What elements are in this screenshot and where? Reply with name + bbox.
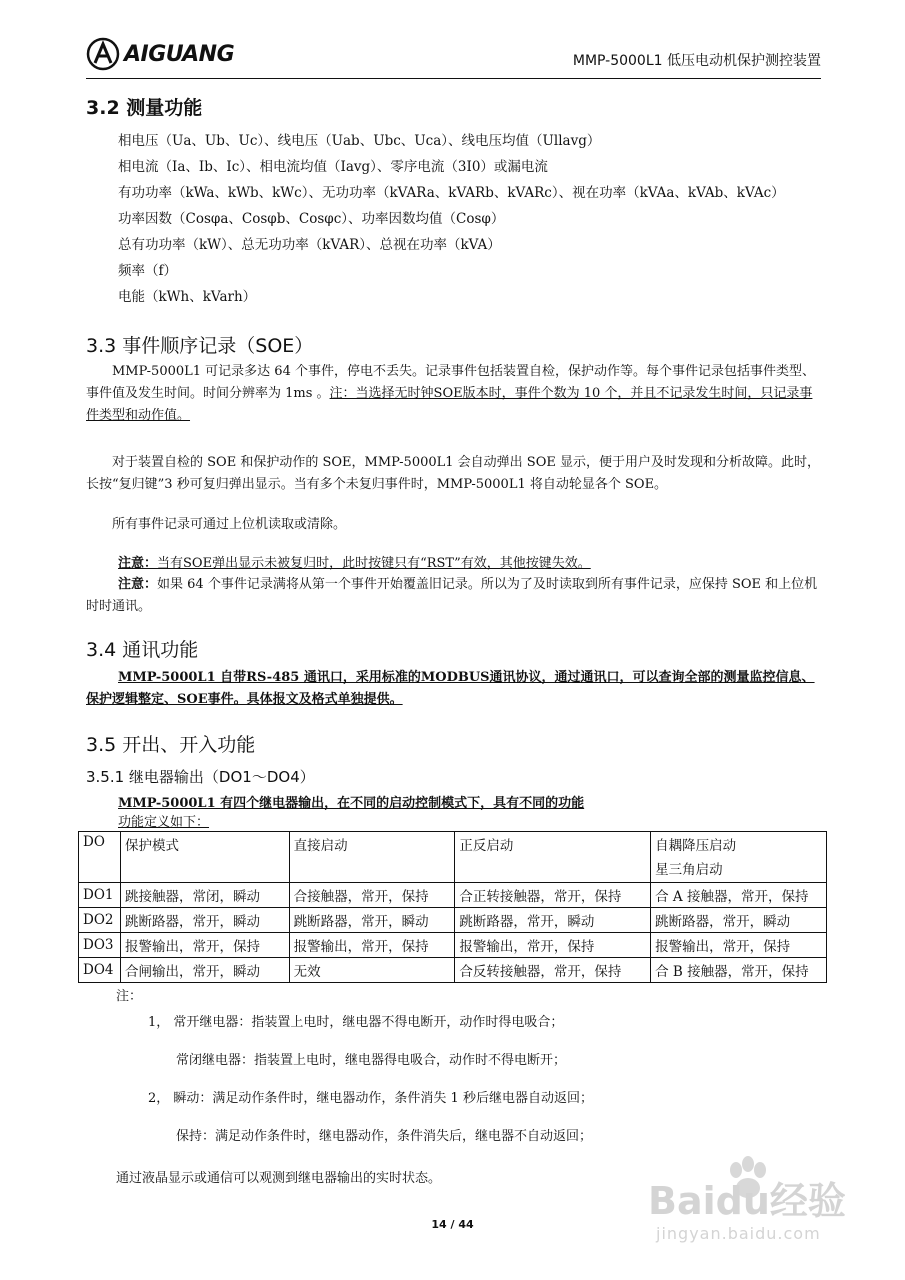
aiguang-emblem-icon [86, 37, 120, 71]
note-text: 如果 64 个事件记录满将从第一个事件开始覆盖旧记录。所以为了及时读取到所有事件记录，应保持 SOE 和上位机时时通讯。 [86, 577, 818, 614]
table-cell: 报警输出，常开，保持 [289, 933, 455, 958]
notes-label: 注： [116, 989, 143, 1004]
section-3-4-title: 3.4 通讯功能 [86, 639, 199, 661]
relay-output-table [78, 831, 827, 983]
relay-note: 1， 常开继电器：指装置上电时，继电器不得电断开，动作时得电吸合； [148, 1015, 564, 1030]
relay-note: 保持：满足动作条件时，继电器动作，条件消失后，继电器不自动返回； [176, 1129, 593, 1144]
soe-note-1 [86, 553, 824, 575]
table-row [79, 908, 827, 933]
measurement-item: 电能（kWh、kVarh） [118, 289, 257, 305]
measurement-item: 相电流（Ia、Ib、Ic）、相电流均值（Iavg）、零序电流（3I0）或漏电流 [118, 159, 548, 175]
measurement-item: 频率（f） [118, 263, 177, 279]
header-cell-line: 星三角启动 [655, 862, 723, 878]
document-title: MMP-5000L1 低压电动机保护测控装置 [572, 53, 821, 69]
note-label: 注意： [118, 556, 158, 571]
table-cell: 跳接触器，常闭，瞬动 [120, 883, 289, 908]
relay-intro: MMP-5000L1 有四个继电器输出，在不同的启动控制模式下，具有不同的功能 [118, 796, 585, 811]
soe-note-2 [86, 574, 824, 618]
watermark-url: jingyan.baidu.com [656, 1224, 821, 1243]
measurement-item: 相电压（Ua、Ub、Uc）、线电压（Uab、Ubc、Uca）、线电压均值（Ullavg） [118, 133, 601, 149]
soe-version-note: 注：当选择无时钟SOE版本时，事件个数为 10 个，并且不记录发生时间，只记录事件类型和动作值。 [86, 386, 813, 423]
relay-note: 常闭继电器：指装置上电时，继电器得电吸合，动作时不得电断开； [176, 1053, 567, 1068]
table-row [79, 883, 827, 908]
table-cell: 合闸输出，常开，瞬动 [120, 958, 289, 983]
section-3-2-title: 3.2 测量功能 [86, 97, 203, 119]
note-text: 当有SOE弹出显示未被复归时，此时按键只有“RST”有效，其他按键失效。 [157, 556, 591, 571]
table-row [79, 933, 827, 958]
soe-capacity-text: MMP-5000L1 可记录多达 64 个事件，停电不丢失。记录事件包括装置自检，保护动作等。每个事件记录包括事件类型、事件值及发生时间。时间分辨率为 1ms 。 [86, 364, 815, 401]
table-cell: 合反转接触器，常开，保持 [455, 958, 651, 983]
header-cell [651, 832, 827, 883]
company-logo [86, 36, 234, 72]
relay-intro-2 [118, 814, 209, 832]
header-cell: 直接启动 [289, 832, 455, 883]
watermark-brand: Baidu经验 [648, 1179, 846, 1223]
table-cell: 跳断路器，常开，瞬动 [651, 908, 827, 933]
table-cell: 报警输出，常开，保持 [120, 933, 289, 958]
comm-paragraph: MMP-5000L1 自带RS-485 通讯口，采用标准的MODBUS通讯协议，通过通讯口，可以查询全部的测量监控信息、保护逻辑整定、SOE事件。具体报文及格式单独提供。 [86, 670, 815, 707]
table-cell: 无效 [289, 958, 455, 983]
closing-text: 通过液晶显示或通信可以观测到继电器输出的实时状态。 [116, 1171, 442, 1186]
soe-paragraph-2: 对于装置自检的 SOE 和保护动作的 SOE，MMP-5000L1 会自动弹出 SOE 显示，便于用户及时发现和分析故障。此时，长按“复归键”3 秒可复归弹出显示。当有多个未复归事件时，MMP-5000L1 将自动轮显各个 SOE。 [86, 455, 820, 492]
page-header [86, 28, 821, 79]
table-cell: 合正转接触器，常开，保持 [455, 883, 651, 908]
section-3-5-title: 3.5 开出、开入功能 [86, 734, 256, 756]
table-cell: 合接触器，常开，保持 [289, 883, 455, 908]
section-3-5-1-title: 3.5.1 继电器输出（DO1～DO4） [86, 768, 315, 786]
header-cell-line: 自耦降压启动 [655, 838, 737, 854]
table-header-row [79, 832, 827, 883]
function-def-label: 功能定义如下： [118, 815, 210, 830]
table-cell: 跳断路器，常开，瞬动 [289, 908, 455, 933]
note-label: 注意： [118, 577, 158, 592]
soe-paragraph-1 [86, 361, 824, 427]
soe-paragraph-3: 所有事件记录可通过上位机读取或清除。 [112, 517, 347, 532]
table-cell: 合 B 接触器，常开，保持 [651, 958, 827, 983]
table-cell: DO3 [79, 933, 121, 958]
table-cell: 跳断路器，常开，瞬动 [120, 908, 289, 933]
table-cell: DO1 [79, 883, 121, 908]
measurement-item: 有功功率（kWa、kWb、kWc）、无功功率（kVARa、kVARb、kVARc）、视在功率（kVAa、kVAb、kVAc） [118, 185, 785, 201]
table-cell: 跳断路器，常开，瞬动 [455, 908, 651, 933]
logo-wordmark: AIGUANG [124, 41, 235, 67]
table-cell: 合 A 接触器，常开，保持 [651, 883, 827, 908]
measurement-item: 总有功功率（kW）、总无功功率（kVAR）、总视在功率（kVA） [118, 237, 501, 253]
table-row [79, 958, 827, 983]
table-cell: 报警输出，常开，保持 [455, 933, 651, 958]
page-number: 14 / 44 [431, 1218, 474, 1231]
header-cell: DO [79, 832, 121, 883]
table-cell: DO4 [79, 958, 121, 983]
relay-note: 2， 瞬动：满足动作条件时，继电器动作，条件消失 1 秒后继电器自动返回； [148, 1091, 593, 1106]
measurement-item: 功率因数（Cosφa、Cosφb、Cosφc）、功率因数均值（Cosφ） [118, 211, 505, 227]
table-cell: DO2 [79, 908, 121, 933]
table-cell: 报警输出，常开，保持 [651, 933, 827, 958]
header-cell: 保护模式 [120, 832, 289, 883]
header-cell: 正反启动 [455, 832, 651, 883]
section-3-3-title: 3.3 事件顺序记录（SOE） [86, 335, 314, 357]
baidu-watermark [648, 1148, 858, 1258]
